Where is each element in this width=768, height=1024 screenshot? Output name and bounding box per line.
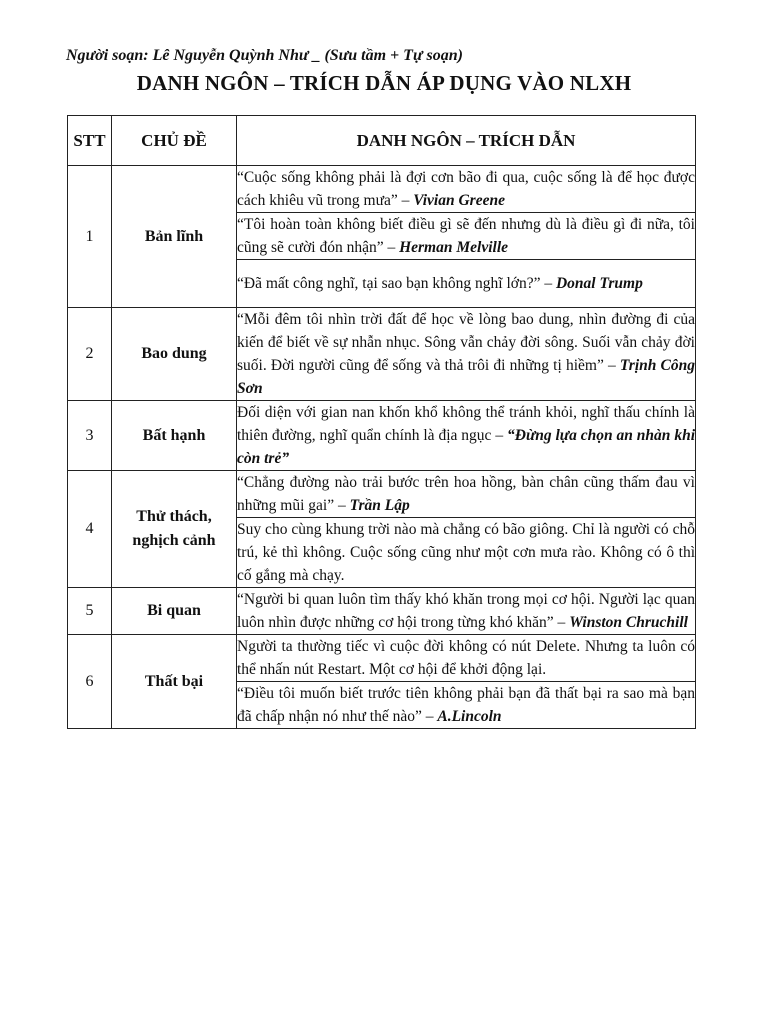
quote-text: “Điều tôi muốn biết trước tiên không phải bạn đã thất bại ra sao mà bạn đã chấp nhận nó như thế nào” – [237, 685, 695, 725]
quote-cell [237, 166, 696, 213]
topic-cell: Thử thách, nghịch cảnh [112, 471, 237, 588]
quote-cell [237, 588, 696, 635]
quote-text: “Người bi quan luôn tìm thấy khó khăn trong mọi cơ hội. Người lạc quan luôn nhìn được những cơ hội trong từng khó khăn” – [237, 591, 695, 631]
quote-author: Herman Melville [399, 239, 509, 256]
quote-cell [237, 308, 696, 401]
quote-cell [237, 682, 696, 729]
row-number: 1 [68, 166, 112, 308]
quote-cell [237, 260, 696, 308]
table-row [68, 401, 696, 471]
row-number: 5 [68, 588, 112, 635]
quote-text: “Đã mất công nghĩ, tại sao bạn không nghĩ lớn?” – [237, 275, 556, 292]
quote-author: Trần Lập [349, 497, 410, 514]
quote-cell [237, 401, 696, 471]
topic-cell: Bi quan [112, 588, 237, 635]
author-line: Người soạn: Lê Nguyễn Quỳnh Như _ (Sưu tầm + Tự soạn) [66, 47, 463, 64]
row-number: 2 [68, 308, 112, 401]
quote-text: “Tôi hoàn toàn không biết điều gì sẽ đến nhưng dù là điều gì đi nữa, tôi cũng sẽ cười đón nhận” – [237, 216, 695, 256]
table-row [68, 471, 696, 518]
row-number: 3 [68, 401, 112, 471]
quote-cell [237, 471, 696, 518]
quote-cell [237, 213, 696, 260]
quote-text: Đối diện với gian nan khốn khổ không thể tránh khỏi, nghĩ thấu chính là thiên đường, nghĩ quẩn chính là địa ngục – [237, 404, 695, 444]
quote-text: Người ta thường tiếc vì cuộc đời không có nút Delete. Nhưng ta luôn có thể nhấn nút Restart. Một cơ hội để khởi động lại. [237, 638, 695, 678]
quote-cell [237, 518, 696, 588]
quote-author: Vivian Greene [413, 192, 505, 209]
quote-text: “Cuộc sống không phải là đợi cơn bão đi qua, cuộc sống là để học được cách khiêu vũ trong mưa” – [237, 169, 695, 209]
quote-author: “Đừng lựa chọn an nhàn khi còn trẻ” [237, 427, 695, 467]
table-header-row [68, 116, 696, 166]
table-row [68, 308, 696, 401]
column-header-quote: DANH NGÔN – TRÍCH DẪN [237, 116, 696, 166]
topic-cell: Bản lĩnh [112, 166, 237, 308]
row-number: 6 [68, 635, 112, 729]
quote-text: Suy cho cùng khung trời nào mà chẳng có bão giông. Chỉ là người có chỗ trú, kẻ thì không. Cuộc sống cũng như một cơn mưa rào. Không có ô thì cố gắng mà chạy. [237, 521, 695, 584]
table-row [68, 166, 696, 213]
topic-cell: Thất bại [112, 635, 237, 729]
quote-author: Donal Trump [555, 275, 643, 292]
table-row [68, 635, 696, 682]
document-title: DANH NGÔN – TRÍCH DẪN ÁP DỤNG VÀO NLXH [136, 71, 632, 95]
quote-text: “Chẳng đường nào trải bước trên hoa hồng, bàn chân cũng thấm đau vì những mũi gai” – [237, 474, 695, 514]
topic-cell: Bất hạnh [112, 401, 237, 471]
topic-cell: Bao dung [112, 308, 237, 401]
table-row [68, 588, 696, 635]
row-number: 4 [68, 471, 112, 588]
quotes-table [67, 115, 696, 729]
quote-author: Winston Chruchill [569, 614, 688, 631]
quote-author: A.Lincoln [437, 708, 502, 725]
quote-text: “Mỗi đêm tôi nhìn trời đất để học về lòng bao dung, nhìn đường đi của kiến để biết về sự nhẫn nhục. Sông vẫn chảy đời sông. Suối vẫn chảy đời suối. Đời người cũng để sống và thả trôi đi những tị hiềm” – [237, 311, 695, 374]
column-header-topic: CHỦ ĐỀ [112, 116, 237, 166]
column-header-stt: STT [68, 116, 112, 166]
quote-author: Trịnh Công Sơn [237, 357, 695, 397]
quote-cell [237, 635, 696, 682]
